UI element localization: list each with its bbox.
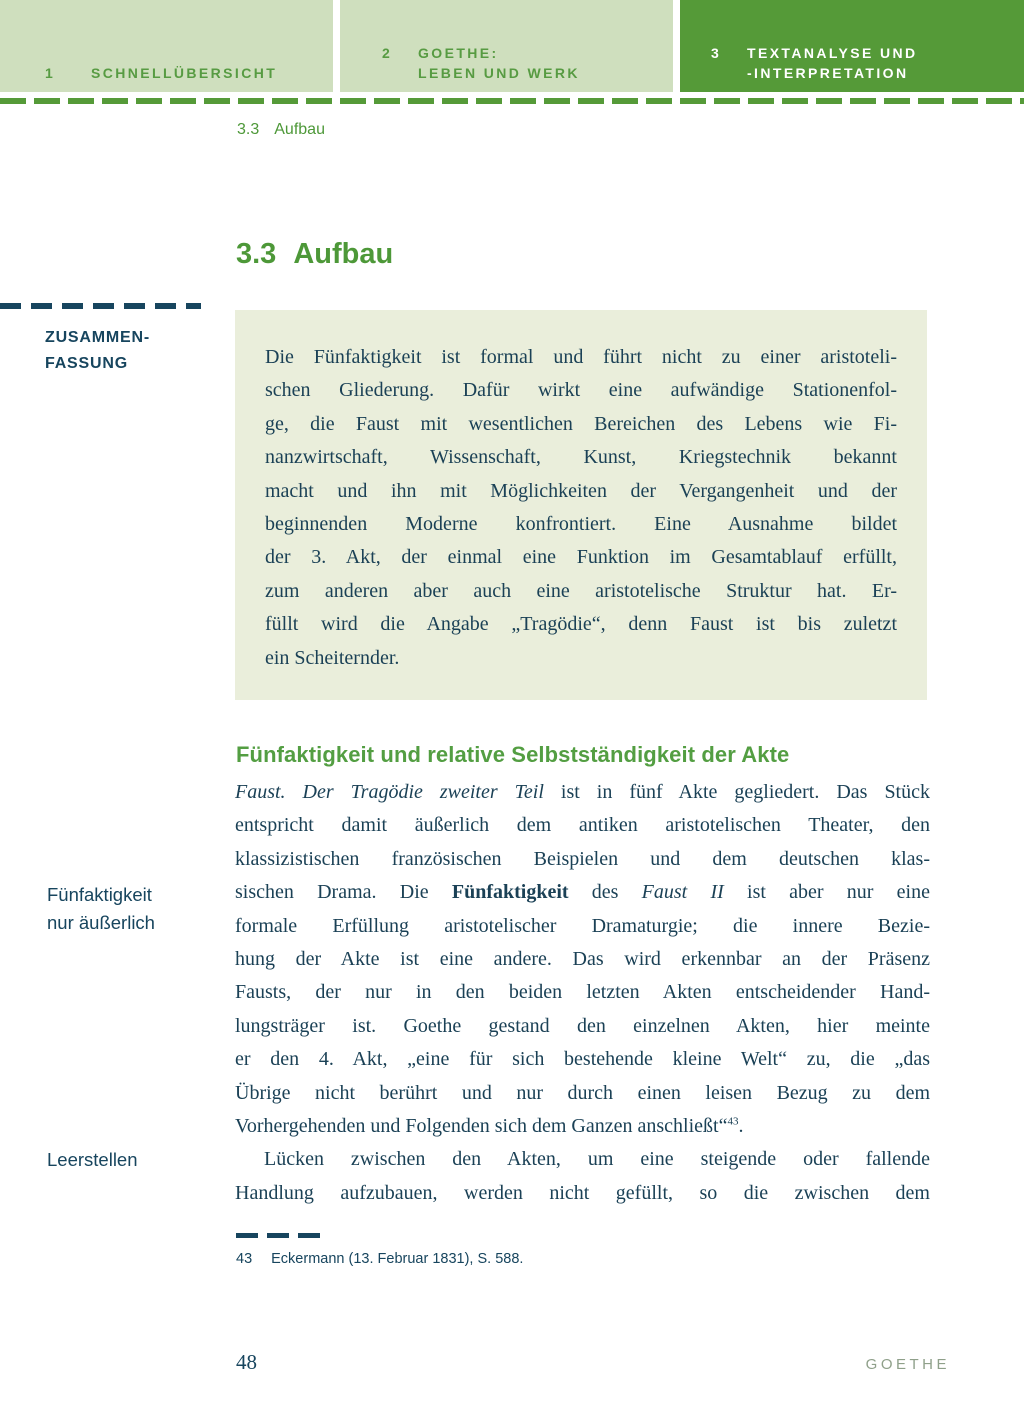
breadcrumb-label: Aufbau	[274, 121, 325, 138]
section-heading: Fünfaktigkeit und relative Selbstständigkeit der Akte	[236, 742, 790, 767]
summary-box	[235, 310, 927, 700]
breadcrumb-number: 3.3	[237, 121, 260, 138]
page-title-number: 3.3	[236, 238, 277, 270]
summary-margin-label: ZUSAMMEN- FASSUNG	[45, 329, 150, 372]
body-paragraph-2: Lücken zwischen den Akten, um eine steigende oder fallende Handlung aufzubauen, werden nicht gefüllt, so die zwischen dem	[235, 1148, 930, 1204]
tab-number: 3	[711, 45, 722, 61]
footnote-dashed-divider	[236, 1233, 324, 1238]
tab-number: 2	[382, 45, 393, 61]
footnote-text: Eckermann (13. Februar 1831), S. 588.	[271, 1251, 524, 1267]
margin-note-leerstellen: Leerstellen	[47, 1149, 138, 1170]
margin-note-fuenfaktigkeit: Fünfaktigkeit nur äußerlich	[47, 884, 155, 933]
tab-textanalyse-content	[711, 43, 918, 83]
footnote	[236, 1251, 523, 1267]
tab-schnelluebersicht[interactable]	[0, 0, 333, 92]
page-title	[236, 238, 393, 271]
running-title: GOETHE	[865, 1356, 950, 1373]
tab-textanalyse-und-interpretation[interactable]	[680, 0, 1024, 92]
chapter-tabs	[0, 0, 1024, 92]
footnote-number: 43	[236, 1251, 253, 1267]
tab-schnelluebersicht-content	[45, 63, 277, 83]
header-dashed-divider	[0, 98, 1024, 104]
body-text	[235, 776, 930, 1210]
tab-label: GOETHE: LEBEN UND WERK	[418, 45, 580, 81]
page-title-label: Aufbau	[293, 238, 394, 270]
tab-label: SCHNELLÜBERSICHT	[91, 65, 278, 81]
body-paragraph-1: Faust. Der Tragödie zweiter Teil ist in fünf Akte gegliedert. Das Stück entspricht damit äußerlich dem antiken aristotelischen Theater, den klassizistischen französischen Beispielen und dem deutschen klas- sischen Drama. Die Fünfaktigkeit des Faust II ist aber nur eine formale Erfüllung aristotelischer Dramaturgie; die innere Bezie- hung der Akte ist eine andere. Das wird erkennbar an der Präsenz Fausts, der nur in den beiden letzten Akten entscheidender Hand- lungsträger ist. Goethe gestand den einzelnen Akten, hier meinte er den 4. Akt, „eine für sich bestehende kleine Welt“ zu, die „das Übrige nicht berührt und nur durch einen leisen Bezug zu dem Vorhergehenden und Folgenden sich dem Ganzen anschließt“$^{43}$.	[235, 781, 930, 1138]
tab-label: TEXTANALYSE UND -INTERPRETATION	[747, 45, 918, 81]
page-number: 48	[236, 1350, 257, 1374]
breadcrumb	[237, 121, 325, 139]
tab-goethe-content	[382, 43, 580, 83]
summary-text: Die Fünfaktigkeit ist formal und führt nicht zu einer aristoteli- schen Gliederung. Dafür wirkt eine aufwändige Stationenfol- ge, die Faust mit wesentlichen Bereichen des Lebens wie Fi- nanzwirtschaft, Wissenschaft, Kunst, Kriegstechnik bekannt macht und ihn mit Möglichkeiten der Vergangenheit und der beginnenden Moderne konfrontiert. Eine Ausnahme bildet der 3. Akt, der einmal eine Funktion im Gesamtablauf erfüllt, zum anderen aber auch eine aristotelische Struktur hat. Er- füllt wird die Angabe „Tragödie“, denn Faust ist bis zuletzt ein Scheiternder.	[265, 346, 897, 669]
tab-number: 1	[45, 65, 56, 81]
summary-dashed-divider	[0, 303, 201, 309]
tab-goethe-leben-und-werk[interactable]	[340, 0, 673, 92]
